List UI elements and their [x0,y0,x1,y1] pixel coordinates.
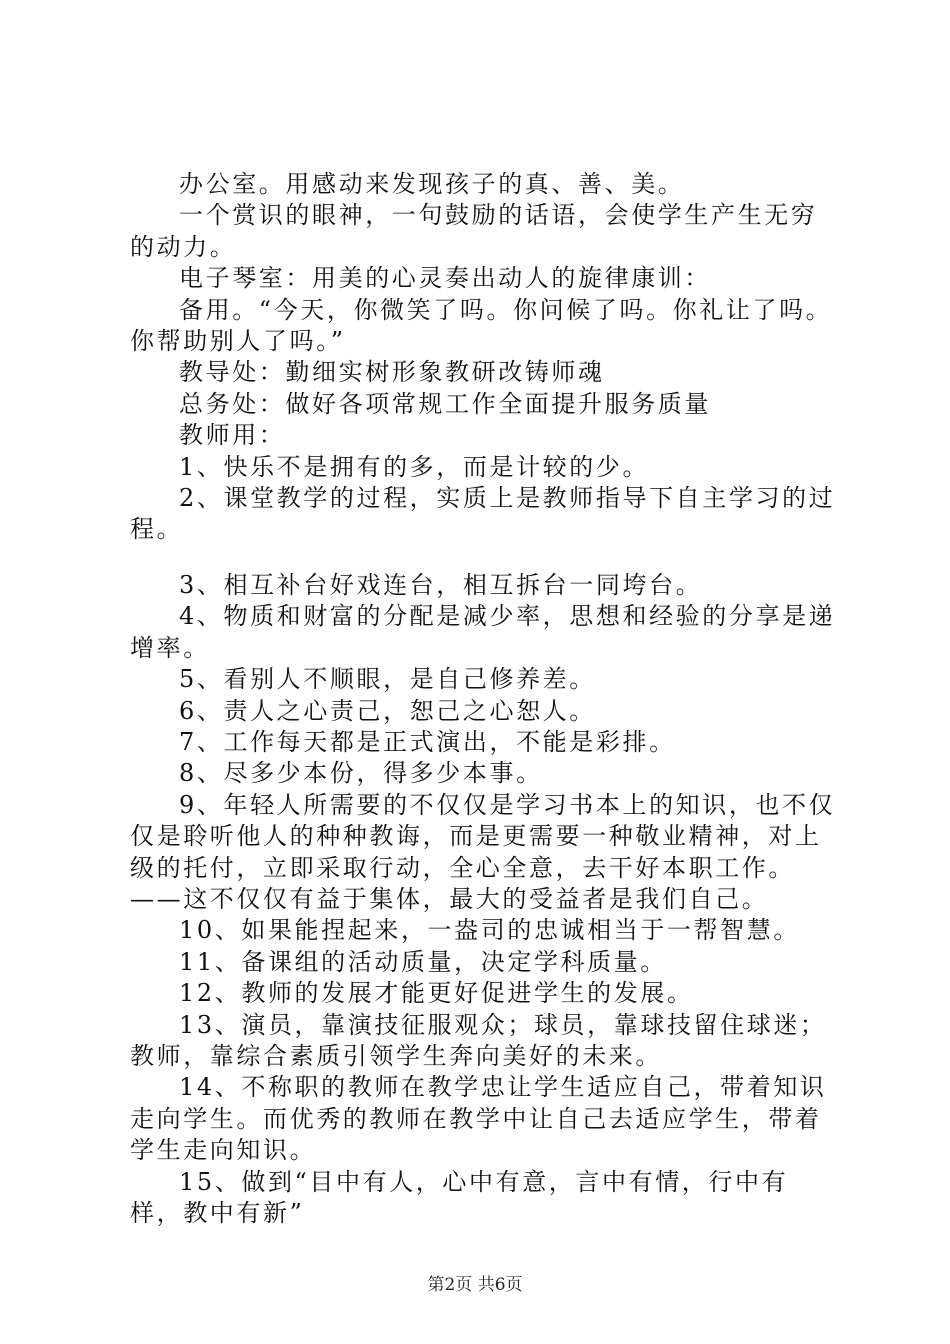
paragraph: 备用。“今天，你微笑了吗。你问候了吗。你礼让了吗。你帮助别人了吗。” [130,295,833,356]
list-item: 7、工作每天都是正式演出，不能是彩排。 [179,727,676,756]
list-item: 6、责人之心责己，恕己之心恕人。 [179,696,596,725]
paragraph: 教师用： [179,421,286,450]
list-item: 13、演员，靠演技征服观众；球员，靠球技留住球迷；教师，靠综合素质引领学生奔向美好的未来。 [130,1010,827,1070]
paragraph: 总务处：做好各项常规工作全面提升服务质量 [179,389,711,418]
paragraph: 一个赏识的眼神，一句鼓励的话语，会使学生产生无穷的动力。 [130,201,818,261]
list-item: 5、看别人不顺眼，是自己修养差。 [179,665,596,694]
paragraph: 办公室。用感动来发现孩子的真、善、美。 [179,170,685,198]
list-item: 15、做到“目中有人，心中有意，言中有情，行中有样，教中有新” [130,1167,789,1227]
document-body [130,169,840,1229]
list-item: 2、课堂教学的过程，实质上是教师指导下自主学习的过程。 [130,484,836,544]
list-item: 11、备课组的活动质量，决定学科质量。 [179,947,667,976]
page-footer: 第2页 共6页 [427,1275,523,1295]
paragraph: 电子琴室：用美的心灵奏出动人的旋律康训： [179,264,711,293]
list-item: 14、不称职的教师在教学忠让学生适应自己，带着知识走向学生。而优秀的教师在教学中让自己去适应学生，带着学生走向知识。 [130,1073,827,1165]
list-item: 1、快乐不是拥有的多，而是计较的少。 [179,452,650,481]
list-item: 8、尽多少本份，得多少本事。 [179,759,543,788]
list-item: 10、如果能捏起来，一盎司的忠诚相当于一帮智慧。 [179,916,800,945]
list-item: 12、教师的发展才能更好促进学生的发展。 [179,979,694,1008]
list-item: 4、物质和财富的分配是减少率，思想和经验的分享是递增率。 [130,602,836,662]
list-item: 3、相互补台好戏连台，相互拆台一同垮台。 [179,570,703,599]
list-item: 9、年轻人所需要的不仅仅是学习书本上的知识，也不仅仅是聆听他人的种种教诲，而是更需要一种敬业精神，对上级的托付，立即采取行动，全心全意，去干好本职工作。——这不仅仅有益于集体，最大的受益者是我们自己。 [130,790,836,913]
paragraph: 教导处：勤细实树形象教研改铸师魂 [179,358,605,387]
